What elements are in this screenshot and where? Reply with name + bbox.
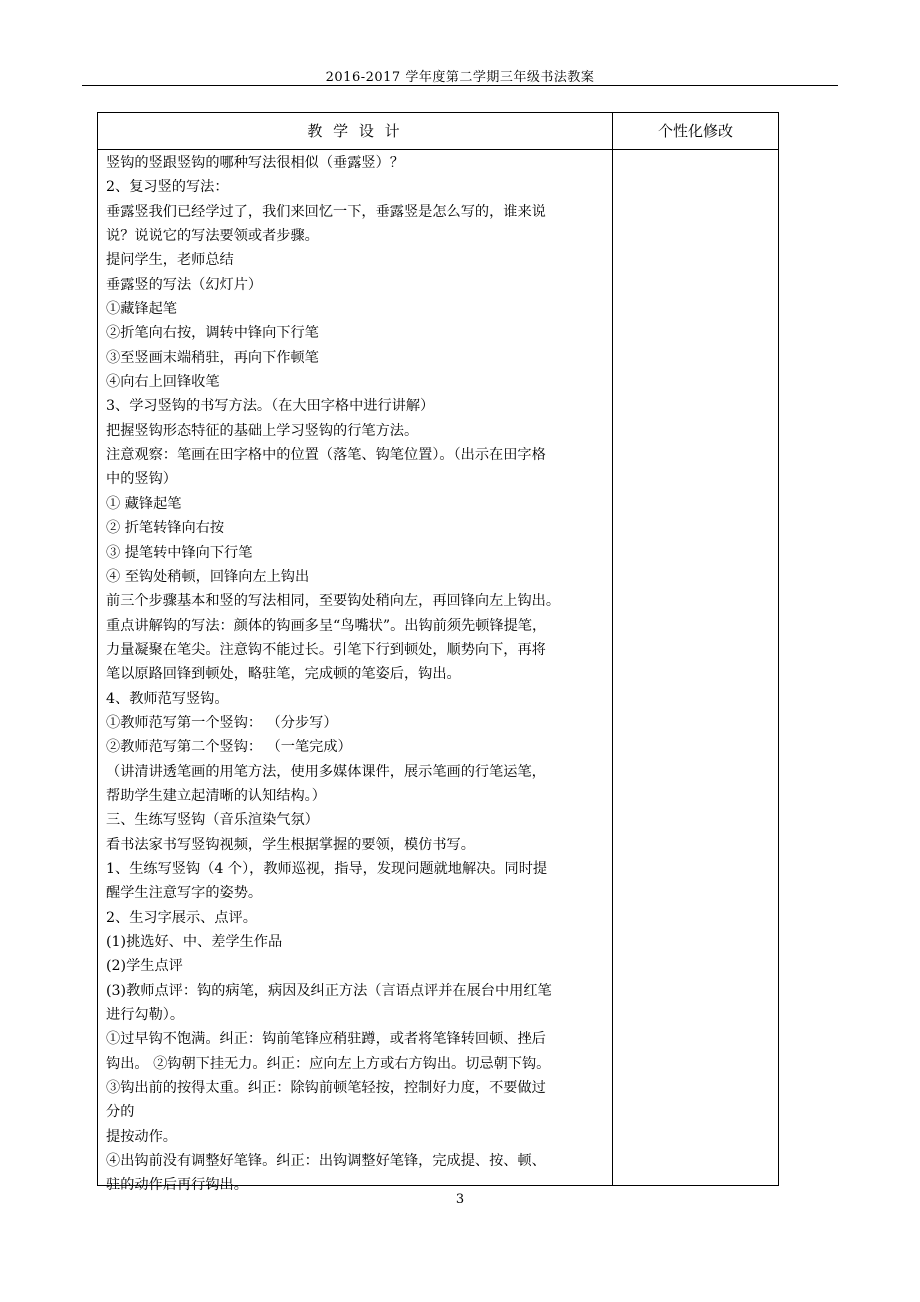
text-line: 竖钩的竖跟竖钩的哪种写法很相似（垂露竖）？ xyxy=(106,155,404,171)
page-number: 3 xyxy=(455,1192,465,1207)
text-line: 垂露竖我们已经学过了，我们来回忆一下，垂露竖是怎么写的，谁来说 xyxy=(106,203,546,220)
column-header-design: 教 学 设 计 xyxy=(307,122,403,140)
column-divider xyxy=(612,113,613,1185)
design-content xyxy=(106,151,606,1198)
text-line: (2)学生点评 xyxy=(106,958,183,975)
text-line: 笔以原路回锋到顿处，略驻笔，完成顿的笔姿后，钩出。 xyxy=(106,666,461,683)
text-line: 把握竖钩形态特征的基础上学习竖钩的行笔方法。 xyxy=(106,422,419,439)
text-line: ①教师范写第一个竖钩： （分步写） xyxy=(106,714,338,731)
text-line: 2、复习竖的写法： xyxy=(106,179,229,196)
text-line: 三、生练写竖钩（音乐渲染气氛） xyxy=(106,812,319,829)
text-line: 2、生习字展示、点评。 xyxy=(106,909,257,926)
text-line: 注意观察：笔画在田字格中的位置（落笔、钩笔位置）。（出示在田字格 xyxy=(106,447,546,464)
text-line: 重点讲解钩的写法：颜体的钩画多呈“鸟嘴状”。出钩前须先顿锋提笔， xyxy=(106,617,547,634)
table-header-row xyxy=(98,113,778,150)
lesson-table xyxy=(97,112,779,1194)
text-line: ③ 提笔转中锋向下行笔 xyxy=(106,544,253,561)
text-line: 帮助学生建立起清晰的认知结构。） xyxy=(106,787,326,804)
text-line: ④ 至钩处稍顿，回锋向左上钩出 xyxy=(106,568,310,585)
text-line: 驻的动作后再行钩出。 xyxy=(106,1177,248,1194)
text-line: 进行勾勒）。 xyxy=(106,1007,185,1024)
text-line: 看书法家书写竖钩视频，学生根据掌握的要领，模仿书写。 xyxy=(106,836,475,853)
text-line: ④出钩前没有调整好笔锋。纠正：出钩调整好笔锋，完成提、按、顿、 xyxy=(106,1153,546,1170)
text-line: ③钩出前的按得太重。纠正：除钩前顿笔轻按，控制好力度，不要做过 xyxy=(106,1080,546,1097)
text-line: 醒学生注意写字的姿势。 xyxy=(106,885,263,902)
text-line: (3)教师点评：钩的病笔，病因及纠正方法（言语点评并在展台中用红笔 xyxy=(106,982,552,999)
text-line: ② 折笔转锋向右按 xyxy=(106,520,225,537)
text-line: ①过早钩不饱满。纠正：钩前笔锋应稍驻蹲，或者将笔锋转回顿、挫后 xyxy=(106,1031,546,1048)
text-line: 提问学生，老师总结 xyxy=(106,252,234,269)
text-line: 钩出。 ②钩朝下挂无力。纠正：应向左上方或右方钩出。切忌朝下钩。 xyxy=(106,1055,551,1072)
header-rule xyxy=(82,85,838,86)
text-line: 前三个步骤基本和竖的写法相同，至要钩处稍向左，再回锋向左上钩出。 xyxy=(106,593,561,610)
text-line: (1)挑选好、中、差学生作品 xyxy=(106,934,283,950)
text-line: 提按动作。 xyxy=(106,1128,177,1145)
text-line: （讲清讲透笔画的用笔方法，使用多媒体课件，展示笔画的行笔运笔， xyxy=(106,763,546,780)
column-header-modification: 个性化修改 xyxy=(657,122,733,140)
text-line: ②教师范写第二个竖钩： （一笔完成） xyxy=(106,739,352,756)
text-line: 力量凝聚在笔尖。注意钩不能过长。引笔下行到顿处，顺势向下，再将 xyxy=(106,641,546,658)
text-line: 说？说说它的写法要领或者步骤。 xyxy=(106,228,319,245)
page-header-title: 2016-2017 学年度第二学期三年级书法教案 xyxy=(325,70,595,85)
text-line: 中的竖钩） xyxy=(106,471,177,488)
text-line: ③至竖画末端稍驻，再向下作顿笔 xyxy=(106,349,319,366)
text-line: 垂露竖的写法（幻灯片） xyxy=(106,276,263,293)
text-line: 3、学习竖钩的书写方法。（在大田字格中进行讲解） xyxy=(106,398,435,415)
text-line: ②折笔向右按，调转中锋向下行笔 xyxy=(106,325,319,342)
text-line: 1、生练写竖钩（4 个），教师巡视，指导，发现问题就地解决。同时提 xyxy=(106,860,548,877)
text-line: 4、教师范写竖钩。 xyxy=(106,690,229,707)
text-line: ① 藏锋起笔 xyxy=(106,495,182,512)
text-line: ④向右上回锋收笔 xyxy=(106,374,220,391)
text-line: ①藏锋起笔 xyxy=(106,301,177,318)
text-line: 分的 xyxy=(106,1104,135,1121)
